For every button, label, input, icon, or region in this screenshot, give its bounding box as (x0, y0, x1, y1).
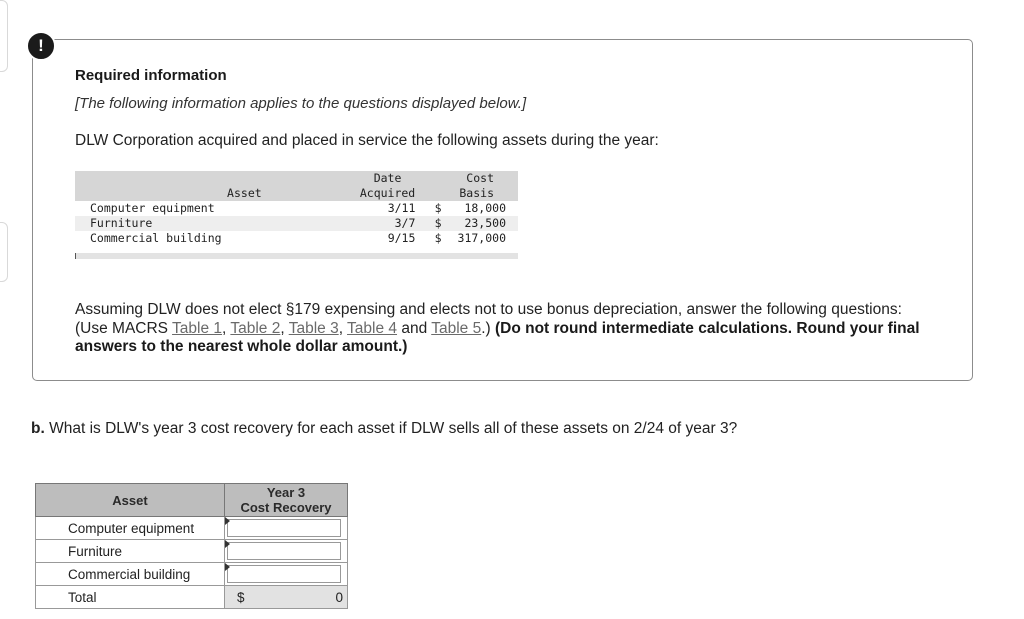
table-scroll-footer (75, 253, 518, 259)
commercial-building-input[interactable] (227, 565, 341, 583)
table-row: Computer equipment 3/11 $ 18,000 (75, 201, 518, 216)
computer-equipment-input[interactable] (227, 519, 341, 537)
table-row: Furniture (36, 540, 348, 563)
answer-table (35, 483, 348, 609)
table-row: Furniture 3/7 $ 23,500 (75, 216, 518, 231)
left-panel-edge-lower (0, 222, 8, 282)
table-row (36, 586, 348, 609)
required-info-intro: DLW Corporation acquired and placed in service the following assets during the year: (75, 132, 659, 149)
input-marker-icon (225, 563, 230, 571)
answer-header-year: Year 3 Cost Recovery (225, 484, 348, 517)
total-label: Total (36, 586, 225, 609)
total-value: 0 (335, 590, 343, 605)
header-date-line1: Date (373, 171, 402, 185)
header-cost-line2: Basis (459, 186, 494, 200)
header-cost-line1: Cost (466, 171, 494, 185)
input-marker-icon (225, 540, 230, 548)
answer-header-asset: Asset (36, 484, 225, 517)
header-asset: Asset (227, 186, 262, 200)
link-table-5[interactable]: Table 5 (431, 319, 482, 337)
table-row: Computer equipment (36, 517, 348, 540)
table-row: Commercial building 9/15 $ 317,000 (75, 231, 518, 246)
assumption-text: Assuming DLW does not elect §179 expensing and elects not to use bonus depreciation, answer the following questions: (Use MACRS Table 1, Table 2, Table 3, Table 4 and Table 5.) (Do not round intermediate calculations. Round your final answers to the nearest whole dollar amount.) (75, 301, 920, 355)
asset-data-table (75, 171, 518, 246)
total-value-cell: $ 0 (225, 586, 348, 609)
rounding-instructions: (Do not round intermediate calculations. Round your final answers to the nearest whole dollar amount.) (75, 319, 920, 355)
furniture-input[interactable] (227, 542, 341, 560)
question-label: b. (31, 420, 45, 437)
link-table-1[interactable]: Table 1 (172, 319, 223, 337)
required-info-subtitle: [The following information applies to the questions displayed below.] (75, 95, 527, 112)
question-text: What is DLW's year 3 cost recovery for each asset if DLW sells all of these assets on 2/24 of year 3? (49, 420, 738, 437)
header-date-line2: Acquired (359, 186, 416, 200)
exclamation-icon: ! (26, 31, 56, 61)
link-table-3[interactable]: Table 3 (288, 319, 339, 337)
link-table-4[interactable]: Table 4 (347, 319, 398, 337)
required-information-box (32, 39, 973, 381)
left-panel-edge (0, 0, 8, 72)
required-info-title: Required information (75, 67, 227, 84)
table-row: Commercial building (36, 563, 348, 586)
question-b (31, 420, 737, 438)
input-marker-icon (225, 517, 230, 525)
link-table-2[interactable]: Table 2 (230, 319, 281, 337)
